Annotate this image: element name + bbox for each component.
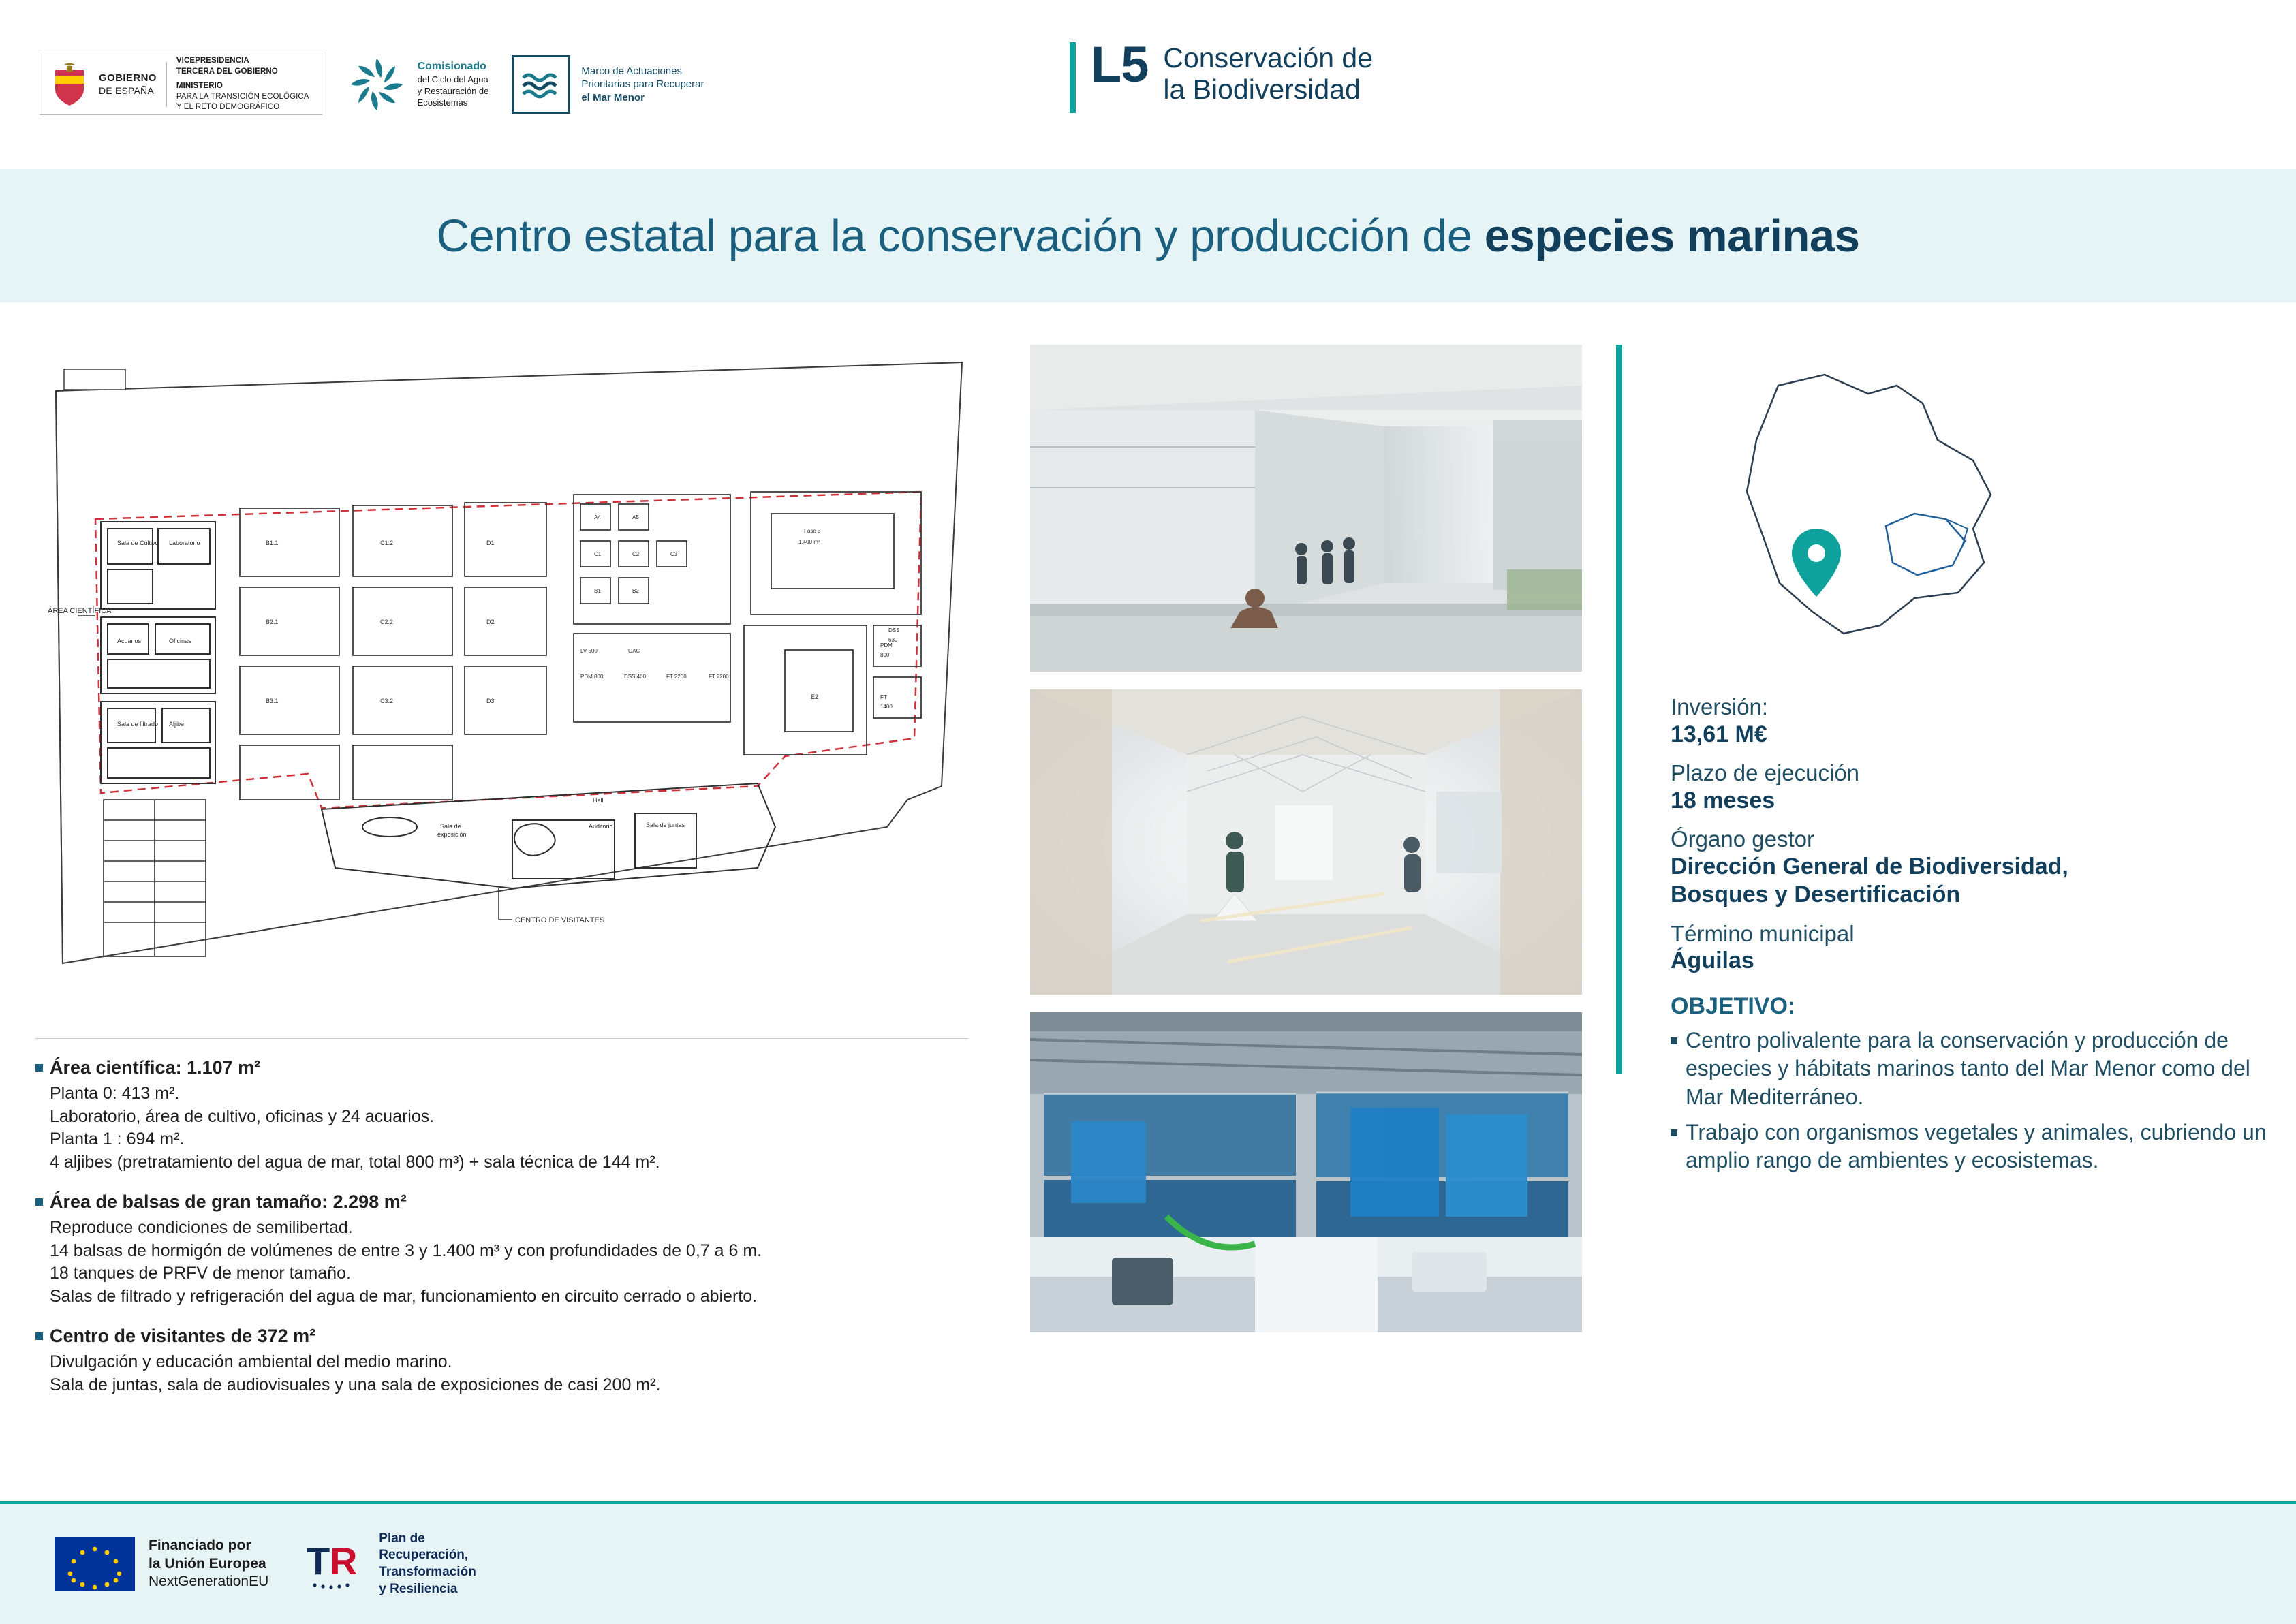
- prtr-mark-icon: [305, 1535, 368, 1593]
- objetivo-title: OBJETIVO:: [1671, 993, 1796, 1019]
- svg-text:B2.1: B2.1: [266, 619, 279, 625]
- svg-text:R: R: [330, 1540, 358, 1582]
- eu-funding-logo: [55, 1537, 268, 1592]
- organo-label: Órgano gestor: [1671, 826, 1814, 852]
- svg-text:DSS: DSS: [888, 627, 900, 634]
- svg-text:Auditorio: Auditorio: [589, 823, 613, 830]
- spec-group: [35, 1057, 989, 1174]
- plazo-value: 18 meses: [1671, 787, 1775, 813]
- bullet-square-icon: [35, 1064, 43, 1072]
- spec-group: [35, 1326, 989, 1396]
- objetivo-item: Centro polivalente para la conservación y producción de especies y hábitats marinos tanto del Mar Menor como del Mar Mediterráneo.: [1671, 1027, 2270, 1112]
- comisionado-flower-icon: [345, 53, 408, 116]
- prtr-logo: [305, 1531, 476, 1598]
- eu-funding-text: Financiado por la Unión Europea NextGenerationEU: [149, 1537, 269, 1590]
- map-region-murcia: [1698, 358, 2045, 678]
- svg-text:B1.1: B1.1: [266, 540, 279, 546]
- eu-flag-icon: [55, 1537, 135, 1591]
- termino-municipal-block: [1671, 920, 2270, 975]
- svg-text:800: 800: [880, 652, 890, 658]
- bullet-square-icon: [35, 1198, 43, 1206]
- logo-divider: [166, 62, 167, 107]
- svg-text:C1.2: C1.2: [380, 540, 394, 546]
- svg-text:D2: D2: [486, 619, 495, 625]
- svg-text:Sala de Cultivo: Sala de Cultivo: [117, 540, 159, 546]
- bullet-square-icon: [1671, 1129, 1677, 1136]
- section-divider: [35, 1038, 969, 1039]
- escudo-icon: [50, 62, 89, 107]
- organo-value-line1: Dirección General de Biodiversidad,: [1671, 853, 2068, 879]
- inversion-block: [1671, 693, 2270, 749]
- info-column: [1671, 345, 2270, 1182]
- gobierno-text: GOBIERNO DE ESPAÑA: [99, 72, 157, 96]
- plan-drawing: [35, 350, 982, 1025]
- organo-value-line2: Bosques y Desertificación: [1671, 881, 1961, 908]
- svg-text:Sala de juntas: Sala de juntas: [646, 822, 685, 828]
- svg-text:PDM 800: PDM 800: [580, 674, 604, 680]
- svg-text:630: 630: [888, 637, 898, 643]
- spec-line: Divulgación y educación ambiental del medio marino.: [50, 1352, 452, 1371]
- svg-text:FT 2200: FT 2200: [709, 674, 729, 680]
- svg-text:B2: B2: [632, 588, 639, 594]
- svg-text:D1: D1: [486, 540, 495, 546]
- spec-line: Planta 1 : 694 m².: [50, 1129, 185, 1149]
- svg-text:Sala de: Sala de: [440, 823, 461, 830]
- l5-accent-bar: [1070, 42, 1076, 113]
- bullet-square-icon: [1671, 1037, 1677, 1044]
- spec-group: [35, 1191, 989, 1308]
- svg-text:FT: FT: [880, 694, 887, 700]
- institutional-logos: [40, 53, 704, 116]
- marco-text: Marco de Actuaciones Prioritarias para Recuperar el Mar Menor: [581, 65, 704, 104]
- region-outline: [1747, 375, 1991, 634]
- svg-text:exposición: exposición: [437, 831, 467, 838]
- render-interior-acceso: [1030, 345, 1582, 672]
- render-sala-expositiva: [1030, 689, 1582, 995]
- svg-text:Laboratorio: Laboratorio: [169, 540, 200, 546]
- svg-text:A5: A5: [632, 514, 639, 520]
- svg-text:1400: 1400: [880, 704, 893, 710]
- page-header: [0, 0, 2296, 169]
- marco-waves-icon: [512, 55, 570, 114]
- svg-text:Sala de filtrado: Sala de filtrado: [117, 721, 159, 728]
- svg-text:Hall: Hall: [593, 797, 604, 804]
- linea-estrategica-block: [1070, 36, 1374, 113]
- ministerio-text: VICEPRESIDENCIA TERCERA DEL GOBIERNO MINISTERIO PARA LA TRANSICIÓN ECOLÓGICA Y EL RETO DEMOGRÁFICO: [176, 57, 309, 112]
- specifications-list: [35, 1057, 989, 1414]
- svg-text:C1: C1: [594, 551, 602, 557]
- svg-text:OAC: OAC: [628, 648, 640, 654]
- svg-text:E2: E2: [811, 693, 819, 700]
- page-footer: [0, 1504, 2296, 1624]
- svg-text:B3.1: B3.1: [266, 698, 279, 704]
- organo-gestor-block: [1671, 826, 2270, 909]
- svg-text:D3: D3: [486, 698, 495, 704]
- bullet-square-icon: [35, 1332, 43, 1340]
- main-content: [0, 302, 2296, 1501]
- svg-text:PDM: PDM: [880, 642, 893, 649]
- comisionado-logo: [345, 53, 489, 116]
- footer-logos: [55, 1531, 476, 1598]
- marco-actuaciones-logo: [512, 55, 704, 114]
- svg-text:LV 500: LV 500: [580, 648, 598, 654]
- svg-text:1.400 m³: 1.400 m³: [798, 539, 820, 545]
- termino-value: Águilas: [1671, 948, 1754, 974]
- svg-text:C2.2: C2.2: [380, 619, 394, 625]
- spec-line: 4 aljibes (pretratamiento del agua de mar, total 800 m³) + sala técnica de 144 m².: [50, 1152, 660, 1172]
- svg-text:B1: B1: [594, 588, 601, 594]
- spec-line: Laboratorio, área de cultivo, oficinas y 24 acuarios.: [50, 1106, 435, 1126]
- termino-label: Término municipal: [1671, 920, 1855, 946]
- foto-acuarios-laboratorio: [1030, 1012, 1582, 1332]
- spec-heading: Área de balsas de gran tamaño: 2.298 m²: [35, 1191, 989, 1213]
- spec-line: 14 balsas de hormigón de volúmenes de entre 3 y 1.400 m³ y con profundidades de 0,7 a 6 m.: [50, 1240, 762, 1260]
- comisionado-text: Comisionado del Ciclo del Agua y Restauración de Ecosistemas: [417, 61, 489, 108]
- inversion-value: 13,61 M€: [1671, 721, 1767, 747]
- plazo-label: Plazo de ejecución: [1671, 760, 1860, 786]
- spec-line: Reproduce condiciones de semilibertad.: [50, 1218, 353, 1237]
- spec-heading: Centro de visitantes de 372 m²: [35, 1326, 989, 1347]
- plan-label-centro-visitantes: CENTRO DE VISITANTES: [515, 916, 605, 924]
- architectural-plan: [35, 350, 982, 1025]
- svg-text:T: T: [307, 1540, 330, 1582]
- svg-text:C3.2: C3.2: [380, 698, 394, 704]
- svg-text:Acuarios: Acuarios: [117, 638, 142, 644]
- svg-text:Oficinas: Oficinas: [169, 638, 191, 644]
- photo-column: [1030, 345, 1582, 1350]
- l5-title: Conservación de la Biodiversidad: [1163, 42, 1374, 106]
- spec-line: 18 tanques de PRFV de menor tamaño.: [50, 1264, 351, 1283]
- svg-text:A4: A4: [594, 514, 601, 520]
- plazo-block: [1671, 760, 2270, 815]
- spec-line: Planta 0: 413 m².: [50, 1084, 180, 1103]
- svg-text:C2: C2: [632, 551, 640, 557]
- page-title-band: [0, 169, 2296, 302]
- spec-line: Salas de filtrado y refrigeración del agua de mar, funcionamiento en circuito cerrado o abierto.: [50, 1286, 758, 1306]
- murcia-map-svg: [1698, 358, 2045, 678]
- svg-text:FT 2200: FT 2200: [666, 674, 687, 680]
- gobierno-de-espana-logo: [40, 54, 322, 115]
- svg-text:Aljibe: Aljibe: [169, 721, 185, 728]
- l5-code: L5: [1091, 36, 1149, 93]
- page-title: Centro estatal para la conservación y producción de especies marinas: [436, 210, 1860, 262]
- svg-text:DSS 400: DSS 400: [624, 674, 647, 680]
- inversion-label: Inversión:: [1671, 694, 1769, 719]
- prtr-text: Plan de Recuperación, Transformación y Resiliencia: [379, 1531, 476, 1596]
- svg-text:Fase 3: Fase 3: [804, 528, 821, 534]
- spec-heading: Área científica: 1.107 m²: [35, 1057, 989, 1078]
- right-accent-rule: [1616, 345, 1622, 1074]
- spec-line: Sala de juntas, sala de audiovisuales y una sala de exposiciones de casi 200 m².: [50, 1375, 661, 1394]
- objetivo-item: Trabajo con organismos vegetales y animales, cubriendo un amplio rango de ambientes y ecosistemas.: [1671, 1119, 2270, 1175]
- svg-text:C3: C3: [670, 551, 678, 557]
- plan-label-area-cientifica: ÁREA CIENTÍFICA: [48, 607, 112, 615]
